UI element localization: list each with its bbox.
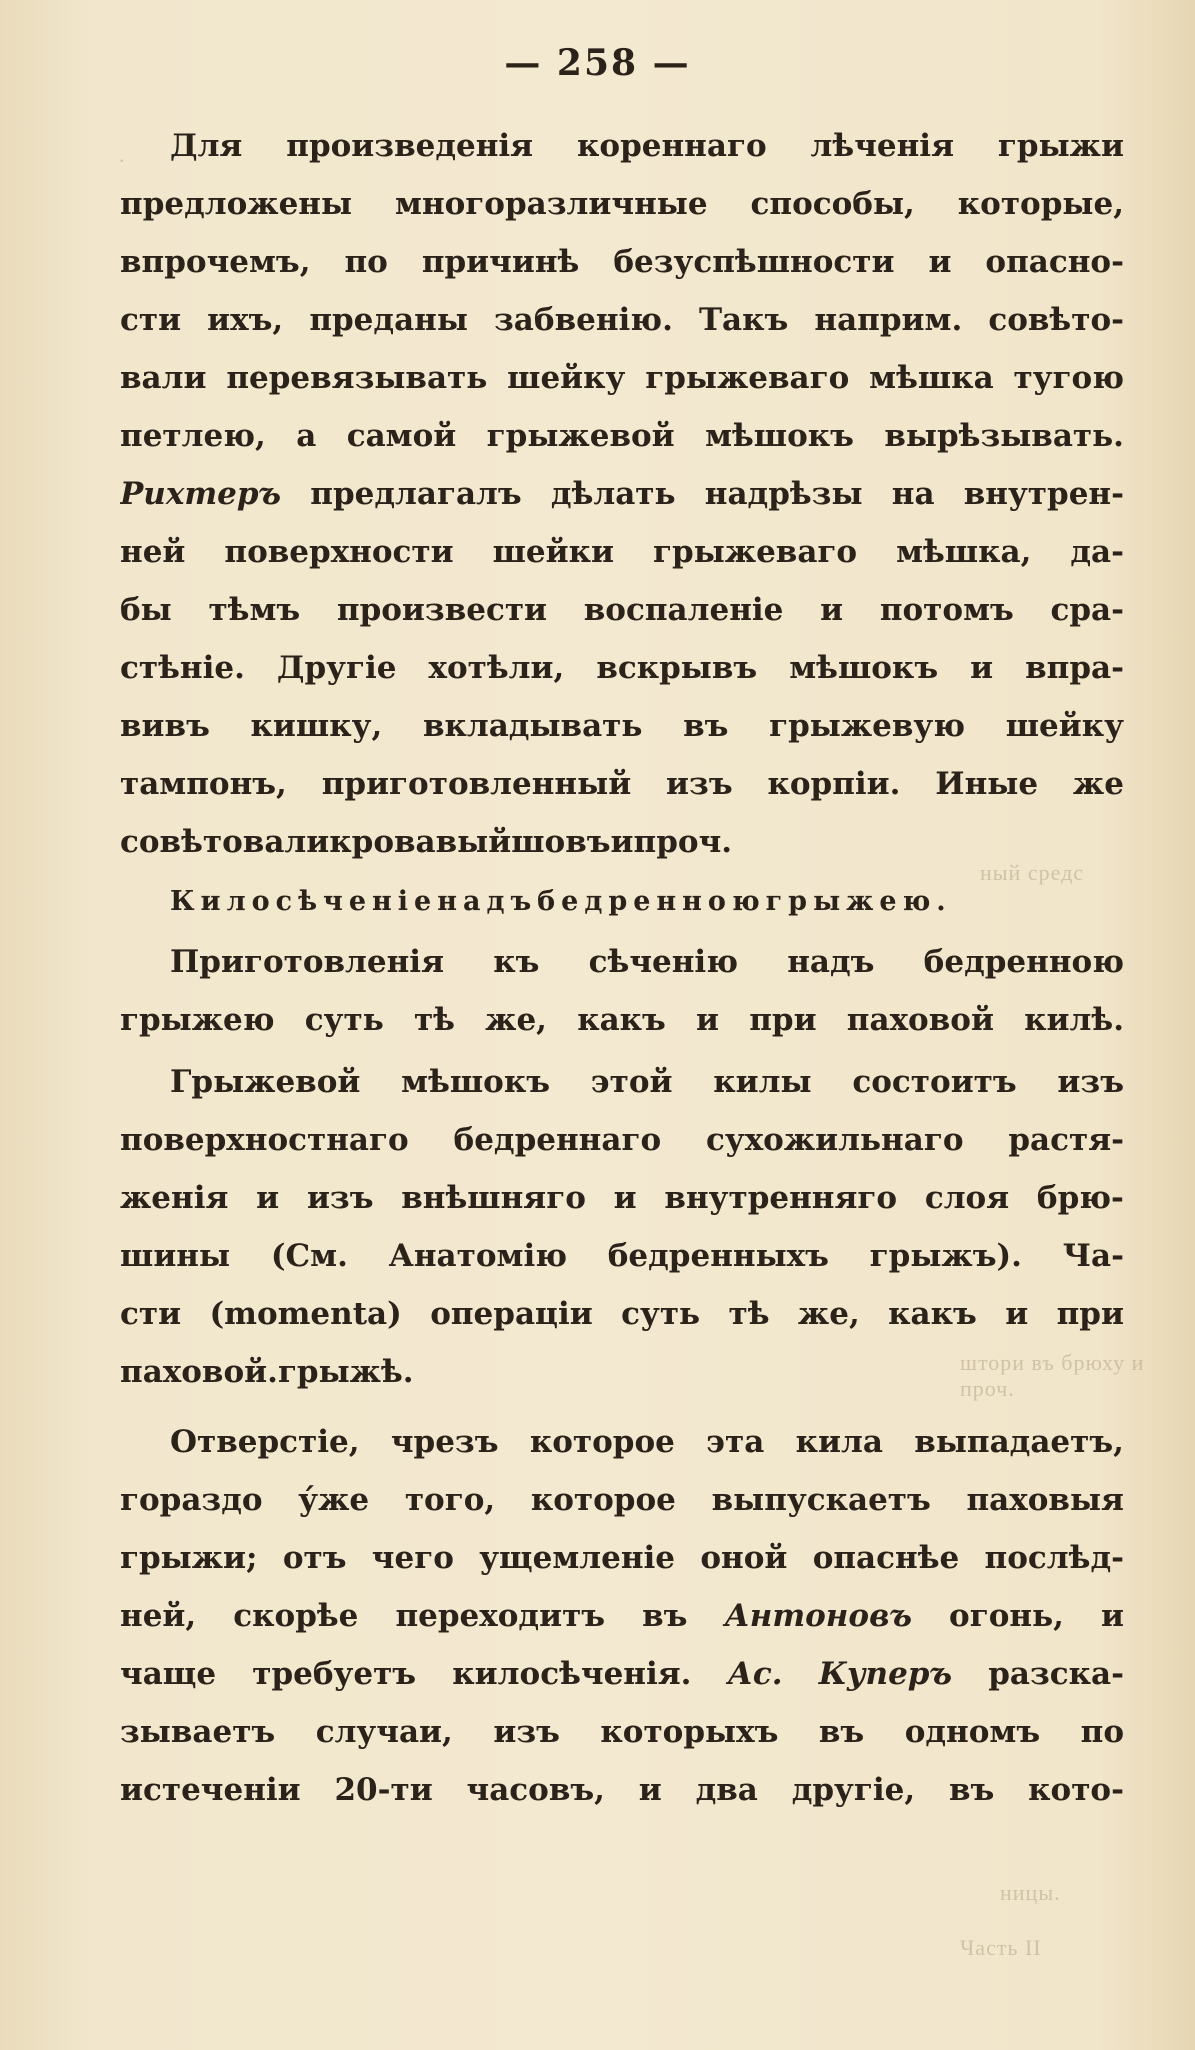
- word: ихъ,: [207, 302, 284, 338]
- bleed-through-marks: · ный средс штори въ брюху и проч. ницы. Часть II: [118, 148, 1145, 1960]
- text-line: [120, 1714, 1124, 1772]
- word: и: [820, 592, 844, 628]
- word: надъ: [787, 944, 875, 980]
- word: сра-: [1050, 592, 1124, 628]
- word: проч.: [633, 824, 733, 860]
- word: грыжеваго: [653, 534, 858, 570]
- text-line: [120, 418, 1124, 476]
- word: которые,: [957, 186, 1124, 222]
- word: кровавый: [329, 824, 512, 860]
- text-line: [120, 1772, 1124, 1830]
- word: перевязывать: [226, 360, 488, 396]
- text-line: [120, 360, 1124, 418]
- word: вали: [120, 360, 207, 396]
- word: шейку: [1005, 708, 1124, 744]
- text-line: [120, 244, 1124, 302]
- word: и: [970, 650, 994, 686]
- word: сти: [120, 1296, 182, 1332]
- word: сухожильнаго: [705, 1122, 964, 1158]
- word: мѣшка,: [896, 534, 1032, 570]
- word: кото-: [1028, 1772, 1124, 1808]
- word: при: [749, 1002, 817, 1038]
- word: Куперъ: [818, 1656, 953, 1692]
- word: тѣ: [413, 1002, 455, 1038]
- word: чаще: [120, 1656, 217, 1692]
- word: опасно-: [985, 244, 1124, 280]
- word: внутрен-: [963, 476, 1124, 512]
- word: и: [638, 1772, 662, 1808]
- word: впра-: [1025, 650, 1124, 686]
- word: растя-: [1008, 1122, 1124, 1158]
- word: (См.: [270, 1238, 348, 1274]
- word: операціи: [430, 1296, 593, 1332]
- word: и: [256, 1180, 280, 1216]
- word: грыжею: [120, 1002, 275, 1038]
- word: Отверстіе,: [170, 1424, 360, 1460]
- word: Иные: [935, 766, 1039, 802]
- word: причинѣ: [421, 244, 580, 280]
- word: килосѣченія.: [452, 1656, 692, 1692]
- word: кишку,: [250, 708, 383, 744]
- word: бедренною: [923, 944, 1124, 980]
- word: кила: [795, 1424, 883, 1460]
- word: которое: [529, 1424, 675, 1460]
- word: да-: [1070, 534, 1124, 570]
- word: которыхъ: [600, 1714, 779, 1750]
- word: мѣшка: [869, 360, 994, 396]
- text-line: [120, 1424, 1124, 1482]
- text-line: [120, 824, 1124, 882]
- word: и: [610, 824, 634, 860]
- word: другіе,: [791, 1772, 916, 1808]
- word: суть: [304, 1002, 384, 1038]
- word: слоя: [924, 1180, 1010, 1216]
- text-line: [120, 534, 1124, 592]
- word: ней,: [120, 1598, 197, 1634]
- text-line: [120, 1598, 1124, 1656]
- word: грыжи: [997, 128, 1124, 164]
- word: какъ: [888, 1296, 977, 1332]
- word: Приготовленія: [170, 944, 444, 980]
- word: къ: [493, 944, 540, 980]
- text-line: [120, 1122, 1124, 1180]
- word: дѣлать: [550, 476, 676, 512]
- word: паховыя: [966, 1482, 1124, 1518]
- word: произведенія: [286, 128, 534, 164]
- body-text: [120, 128, 1124, 1830]
- word: стѣніе.: [120, 650, 245, 686]
- word: выпадаетъ,: [914, 1424, 1124, 1460]
- word: забвенію.: [494, 302, 673, 338]
- word: женія: [120, 1180, 229, 1216]
- word: тѣмъ: [208, 592, 301, 628]
- word: килы: [713, 1064, 812, 1100]
- word: одномъ: [904, 1714, 1041, 1750]
- word: Ас.: [727, 1656, 783, 1692]
- text-line: [120, 1354, 1124, 1412]
- word: потомъ: [879, 592, 1014, 628]
- word: суть: [621, 1296, 701, 1332]
- word: впрочемъ,: [120, 244, 311, 280]
- word: корпіи.: [767, 766, 901, 802]
- word: въ: [949, 1772, 995, 1808]
- word: въ: [683, 708, 729, 744]
- text-line: [120, 1656, 1124, 1714]
- text-line: [120, 944, 1124, 1002]
- word: чего: [371, 1540, 454, 1576]
- text-line: [120, 476, 1124, 534]
- word: требуетъ: [252, 1656, 417, 1692]
- word: способы,: [750, 186, 915, 222]
- word: же,: [797, 1296, 860, 1332]
- word: выпускаетъ: [711, 1482, 931, 1518]
- word: килѣ.: [1024, 1002, 1124, 1038]
- word: по: [1080, 1714, 1124, 1750]
- word: Ча-: [1062, 1238, 1124, 1274]
- word: шейку: [507, 360, 626, 396]
- word: (momenta): [209, 1296, 402, 1332]
- word: Килосѣченіе: [170, 886, 438, 917]
- word: приготовленный: [321, 766, 632, 802]
- word: Другіе: [276, 650, 397, 686]
- word: грыжевой: [486, 418, 675, 454]
- word: произвести: [336, 592, 548, 628]
- text-line: [120, 1002, 1124, 1060]
- word: брю-: [1036, 1180, 1124, 1216]
- word: грыжѣ.: [277, 1354, 414, 1390]
- word: и: [928, 244, 952, 280]
- word: этой: [590, 1064, 673, 1100]
- word: и: [613, 1180, 637, 1216]
- word: воспаленіе: [583, 592, 784, 628]
- text-line: [120, 1296, 1124, 1354]
- word: и: [1100, 1598, 1124, 1634]
- word: ней: [120, 534, 186, 570]
- word: изъ: [1057, 1064, 1124, 1100]
- text-line: [120, 592, 1124, 650]
- word: и: [1005, 1296, 1029, 1332]
- word: сѣченію: [588, 944, 738, 980]
- word: состоитъ: [852, 1064, 1017, 1100]
- section-heading: [120, 886, 1124, 944]
- word: предложены: [120, 186, 353, 222]
- word: же: [1072, 766, 1124, 802]
- word: сти: [120, 302, 182, 338]
- word: Такъ: [698, 302, 789, 338]
- word: мѣшокъ: [789, 650, 939, 686]
- word: гораздо: [120, 1482, 263, 1518]
- word: совѣто-: [988, 302, 1124, 338]
- word: изъ: [493, 1714, 560, 1750]
- text-line: [120, 186, 1124, 244]
- word: Грыжевой: [170, 1064, 361, 1100]
- text-line: [120, 1064, 1124, 1122]
- word: мѣшокъ: [705, 418, 854, 454]
- text-line: [120, 1180, 1124, 1238]
- word: предлагалъ: [310, 476, 522, 512]
- word: Рихтеръ: [120, 476, 282, 512]
- word: ущемленіе: [479, 1540, 676, 1576]
- word: огонь,: [949, 1598, 1064, 1634]
- word: случаи,: [315, 1714, 453, 1750]
- word: два: [695, 1772, 758, 1808]
- word: а: [296, 418, 317, 454]
- word: наприм.: [814, 302, 963, 338]
- word: внутренняго: [664, 1180, 898, 1216]
- word: паховой.: [120, 1354, 278, 1390]
- word: эта: [706, 1424, 765, 1460]
- word: паховой: [846, 1002, 994, 1038]
- word: 20-ти: [334, 1772, 433, 1808]
- word: кореннаго: [577, 128, 767, 164]
- word: въ: [642, 1598, 688, 1634]
- word: изъ: [666, 766, 733, 802]
- word: поверхностнаго: [120, 1122, 409, 1158]
- text-line: [120, 766, 1124, 824]
- word: бедренною: [537, 886, 766, 917]
- word: же,: [485, 1002, 547, 1038]
- word: грыжъ).: [869, 1238, 1022, 1274]
- text-line: [120, 1540, 1124, 1598]
- word: часовъ,: [466, 1772, 605, 1808]
- word: по: [344, 244, 388, 280]
- word: вивъ: [120, 708, 210, 744]
- word: Для: [170, 128, 243, 164]
- word: изъ: [306, 1180, 374, 1216]
- word: шовъ: [511, 824, 611, 860]
- word: хотѣли,: [428, 650, 565, 686]
- word: внѣшняго: [401, 1180, 586, 1216]
- word: мѣшокъ: [401, 1064, 551, 1100]
- text-line: [120, 1238, 1124, 1296]
- word: оной: [700, 1540, 788, 1576]
- word: какъ: [577, 1002, 666, 1038]
- word: отъ: [282, 1540, 347, 1576]
- word: послѣд-: [984, 1540, 1124, 1576]
- word: вырѣзывать.: [884, 418, 1124, 454]
- word: тѣ: [728, 1296, 770, 1332]
- word: на: [891, 476, 935, 512]
- text-line: [120, 708, 1124, 766]
- word: грыжеваго: [645, 360, 850, 396]
- word: надрѣзы: [704, 476, 863, 512]
- word: чрезъ: [390, 1424, 499, 1460]
- word: надъ: [437, 886, 538, 917]
- word: петлею,: [120, 418, 266, 454]
- word: бы: [120, 592, 172, 628]
- word: лѣченія: [810, 128, 954, 164]
- word: въ: [818, 1714, 865, 1750]
- text-line: [120, 302, 1124, 360]
- word: грыжевую: [769, 708, 966, 744]
- word: многоразличные: [395, 186, 708, 222]
- word: вкладывать: [422, 708, 643, 744]
- word: при: [1056, 1296, 1124, 1332]
- word: того,: [404, 1482, 496, 1518]
- word: грыжею.: [765, 886, 952, 917]
- word: совѣтовали: [120, 824, 330, 860]
- word: опаснѣе: [812, 1540, 960, 1576]
- word: Анатомію: [388, 1238, 568, 1274]
- word: Антоновъ: [724, 1598, 912, 1634]
- word: истеченіи: [120, 1772, 301, 1808]
- word: тугою: [1013, 360, 1124, 396]
- word: вскрывъ: [596, 650, 758, 686]
- word: шейки: [492, 534, 615, 570]
- word: зываетъ: [120, 1714, 276, 1750]
- word: бедренныхъ: [607, 1238, 829, 1274]
- word: грыжи;: [120, 1540, 258, 1576]
- text-line: [120, 1482, 1124, 1540]
- word: самой: [346, 418, 457, 454]
- word: шины: [120, 1238, 231, 1274]
- text-line: [120, 128, 1124, 186]
- word: бедреннаго: [453, 1122, 662, 1158]
- word: скорѣе: [233, 1598, 359, 1634]
- page-number: — 258 —: [504, 42, 691, 84]
- word: тампонъ,: [120, 766, 287, 802]
- word: у́же: [298, 1482, 370, 1518]
- word: переходитъ: [395, 1598, 606, 1634]
- word: и: [696, 1002, 720, 1038]
- text-line: [120, 650, 1124, 708]
- word: разска-: [988, 1656, 1124, 1692]
- word: преданы: [309, 302, 468, 338]
- word: которое: [530, 1482, 676, 1518]
- word: безуспѣшности: [613, 244, 895, 280]
- word: поверхности: [224, 534, 454, 570]
